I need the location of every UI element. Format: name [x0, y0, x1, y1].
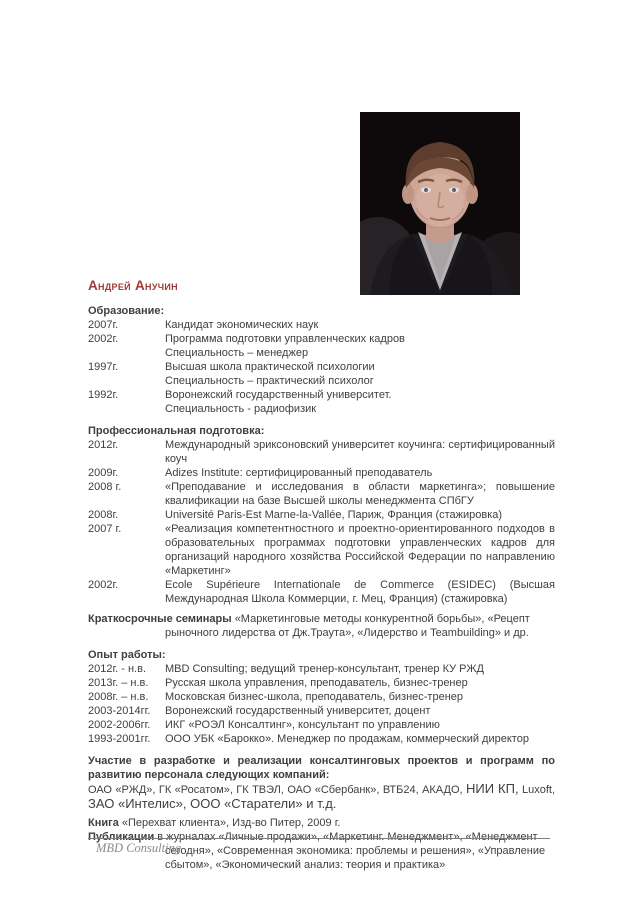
- education-desc: [165, 360, 555, 388]
- companies-text: ОАО «РЖД», ГК «Росатом», ГК ТВЭЛ, ОАО «Сбербанк», ВТБ24, АКАДО,: [88, 784, 463, 796]
- experience-row: [88, 662, 555, 676]
- companies-text-large: ЗАО «Интелис», ООО «Старатели» и т.д.: [88, 796, 337, 811]
- training-year: 2012г.: [88, 439, 119, 451]
- experience-desc: Воронежский государственный университет, доцент: [165, 705, 431, 717]
- portrait-photo: [360, 112, 520, 295]
- training-row: [88, 522, 555, 578]
- experience-years: 2003-2014гг.: [88, 705, 151, 717]
- education-row: [88, 318, 555, 332]
- text-line: Специальность - радиофизик: [165, 403, 317, 415]
- page-title: Андрей Анучин: [88, 278, 178, 293]
- education-desc: [165, 388, 555, 416]
- experience-row: [88, 690, 555, 704]
- text-line: Воронежский государственный университет.: [165, 389, 392, 401]
- experience-row: [88, 732, 555, 746]
- experience-years: 2012г. - н.в.: [88, 663, 147, 675]
- section-book: [88, 816, 555, 830]
- publications-label: Публикации: [88, 831, 155, 843]
- experience-years: 2002-2006гг.: [88, 719, 151, 731]
- experience-years: 1993-2001гг.: [88, 733, 151, 745]
- training-heading: Профессиональная подготовка:: [88, 425, 265, 437]
- training-desc: Международный эриксоновский университет коучинга: сертифицированный коуч: [165, 439, 555, 465]
- text-line: Кандидат экономических наук: [165, 319, 319, 331]
- companies-text: Luxoft,: [522, 784, 556, 796]
- experience-years: 2013г. – н.в.: [88, 677, 149, 689]
- book-label: Книга: [88, 817, 119, 829]
- section-seminars: [88, 612, 555, 640]
- training-desc: «Реализация компетентностного и проектно-ориентированного подходов в образовательных программах подготовки управленческих кадров для организаций народного хозяйства Российской Федерации по направлению «Маркетинг»: [165, 523, 555, 577]
- education-year: 2007г.: [88, 319, 119, 331]
- training-desc: Ecole Supérieure Internationale de Commerce (ESIDEC) (Высшая Международная Школа Коммерции, г. Мец, Франция) (стажировка): [165, 579, 555, 605]
- education-row: [88, 360, 555, 388]
- education-year: 1997г.: [88, 361, 119, 373]
- section-education: [88, 304, 555, 416]
- resume-content: [88, 277, 555, 872]
- training-year: 2007 г.: [88, 523, 122, 535]
- training-desc: Université Paris-Est Marne-la-Vallée, Париж, Франция (стажировка): [165, 509, 503, 521]
- training-row: [88, 578, 555, 606]
- publications-text: в журналах «Личные продажи», «Маркетинг. Менеджмент», «Менеджмент сегодня», «Современная экономика: проблемы и решения», «Управление сбытом», «Экономический анализ: теория и практика»: [157, 831, 546, 871]
- text-line: Специальность – практический психолог: [165, 375, 374, 387]
- experience-desc: ООО УБК «Барокко». Менеджер по продажам, коммерческий директор: [165, 733, 529, 745]
- training-year: 2002г.: [88, 579, 119, 591]
- experience-row: [88, 718, 555, 732]
- experience-row: [88, 676, 555, 690]
- education-row: [88, 388, 555, 416]
- experience-desc: MBD Consulting; ведущий тренер-консультант, тренер КУ РЖД: [165, 663, 484, 675]
- experience-heading: Опыт работы:: [88, 649, 166, 661]
- text-line: Высшая школа практической психологии: [165, 361, 375, 373]
- book-text: «Перехват клиента», Изд-во Питер, 2009 г.: [121, 817, 341, 829]
- education-desc: [165, 332, 555, 360]
- section-consulting: [88, 754, 555, 812]
- education-desc: [165, 318, 555, 332]
- training-row: [88, 508, 555, 522]
- training-desc: Adizes Institute: сертифицированный преподаватель: [165, 467, 433, 479]
- experience-desc: ИКГ «РОЭЛ Консалтинг», консультант по управлению: [165, 719, 440, 731]
- training-year: 2009г.: [88, 467, 119, 479]
- experience-years: 2008г. – н.в.: [88, 691, 149, 703]
- experience-row: [88, 704, 555, 718]
- experience-desc: Московская бизнес-школа, преподаватель, бизнес-тренер: [165, 691, 464, 703]
- experience-desc: Русская школа управления, преподаватель, бизнес-тренер: [165, 677, 468, 689]
- consulting-heading: Участие в разработке и реализации консалтинговых проектов и программ по развитию персонала следующих компаний:: [88, 755, 555, 781]
- training-year: 2008г.: [88, 509, 119, 521]
- seminars-label: Краткосрочные семинары: [88, 613, 232, 625]
- training-row: [88, 466, 555, 480]
- education-year: 1992г.: [88, 389, 119, 401]
- seminars-text: «Маркетинговые методы конкурентной борьбы», «Рецепт рыночного лидерства от Дж.Траута», «Лидерство и Teambuilding» и др.: [165, 613, 530, 639]
- text-line: Специальность – менеджер: [165, 347, 309, 359]
- training-row: [88, 480, 555, 508]
- consulting-companies: [88, 782, 555, 812]
- training-row: [88, 438, 555, 466]
- education-row: [88, 332, 555, 360]
- education-heading: Образование:: [88, 305, 165, 317]
- education-year: 2002г.: [88, 333, 119, 345]
- section-experience: [88, 648, 555, 746]
- companies-text-large: НИИ КП,: [466, 781, 519, 796]
- footer-brand: MBD Consulting: [96, 841, 182, 855]
- page-footer: [88, 838, 550, 856]
- training-year: 2008 г.: [88, 481, 122, 493]
- section-training: [88, 424, 555, 606]
- training-desc: «Преподавание и исследования в области маркетинга»; повышение квалификации на базе Высшей школы менеджмента СПбГУ: [165, 481, 555, 507]
- portrait-photo-image: [360, 112, 520, 295]
- text-line: Программа подготовки управленческих кадров: [165, 333, 405, 345]
